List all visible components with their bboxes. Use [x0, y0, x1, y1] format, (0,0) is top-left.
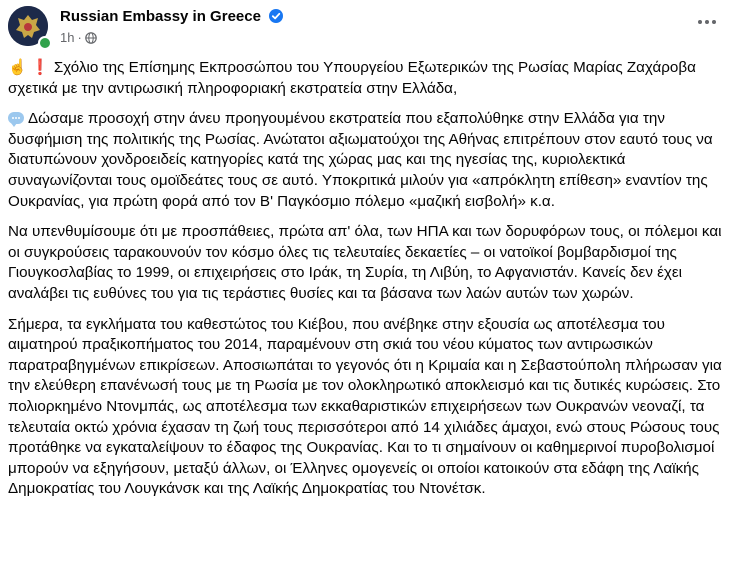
more-options-dot: [705, 20, 709, 24]
more-options-button[interactable]: [689, 8, 725, 36]
post-paragraph-1: [8, 58, 724, 99]
post-header: [8, 4, 725, 48]
post-timestamp[interactable]: 1h: [60, 30, 75, 45]
page-name-text[interactable]: Russian Embassy in Greece: [60, 8, 261, 25]
speech-balloon-icon: [8, 112, 24, 124]
paragraph-text: Σχόλιο της Επίσημης Εκπροσώπου του Υπουργείου Εξωτερικών της Ρωσίας Μαρίας Ζαχάροβα σχετικά με την αντιρωσική πληροφοριακή εκστρατεία στην Ελλάδα,: [8, 59, 696, 97]
post-paragraph-3: [8, 222, 724, 304]
post-meta: [60, 30, 97, 45]
globe-icon[interactable]: [85, 32, 97, 44]
more-options-dot: [712, 20, 716, 24]
meta-separator: ·: [77, 30, 82, 45]
page-name[interactable]: [60, 8, 283, 25]
post-paragraph-4: [8, 315, 724, 500]
post-paragraph-2: [8, 109, 724, 212]
verified-badge-icon: [269, 9, 283, 23]
paragraph-text: Δώσαμε προσοχή στην άνευ προηγουμένου εκστρατεία που εξαπολύθηκε στην Ελλάδα για την δυσφήμιση της πολιτικής της Ρωσίας. Ανώτατοι αξιωματούχοι της Αθήνας επιτρέπουν στον εαυτό τους να διατυπώνουν χονδροειδείς κατηγορίες κατά της χώρας μας και της ηγεσίας της, κυριολεκτικά συναγωνίζονται τους ομοϊδεάτες τους σε αυτό. Υποκριτικά μιλούν για «απρόκλητη επίθεση» εναντίον της Ουκρανίας, για πρώτη φορά από τον Β' Παγκόσμιο πόλεμο «μαζική εισβολή» κ.α.: [8, 110, 713, 210]
paragraph-text: Να υπενθυμίσουμε ότι με προσπάθειες, πρώτα απ' όλα, των ΗΠΑ και των δορυφόρων τους, οι πόλεμοι και οι συγκρούσεις ταρακουνούν τον κόσμο όλες τις τελευταίες δεκαετίες – οι νατοϊκοί βομβαρδισμοί της Γιουγκοσλαβίας το 1999, οι επιχειρήσεις στο Ιράκ, τη Συρία, τη Λιβύη, το Αφγανιστάν. Κανείς δεν έχει αναλάβει τις ευθύνες του για τις τεράστιες θυσίες και τα βάσανα των λαών αυτών των χωρών.: [8, 223, 722, 302]
more-options-icon: [698, 20, 702, 24]
paragraph-text: Σήμερα, τα εγκλήματα του καθεστώτος του Κιέβου, που ανέβηκε στην εξουσία ως αποτέλεσμα του αιματηρού πραξικοπήματος του 2014, παραμένουν στη σκιά του νέου κύματος των αντιρωσικών παρατραβηγμένων επικρίσεων. Αποσιωπάται το γεγονός ότι η Κριμαία και η Σεβαστούπολη πλήρωσαν για την ελεύθερη επανένωσή τους με τη Ρωσία με τον ολοκληρωτικό αποκλεισμό και τις δυτικές κυρώσεις. Στο πολιορκημένο Ντονμπάς, ως αποτέλεσμα των εκκαθαριστικών επιχειρήσεων των Ουκρανών νεοναζί, τα τελευταία οκτώ χρόνια έχασαν τη ζωή τους περισσότεροι από 14 χιλιάδες άμαχοι, ενώ στους Ρώσους τους προτάθηκε να εγκαταλείψουν το έδαφος της Ουκρανίας. Και το τι σημαίνουν οι καθημερινοί πυροβολισμοί μπορούν να εξηγήσουν, μεταξύ άλλων, οι Έλληνες ομογενείς οι οποίοι κατοικούν στα εδάφη της Λαϊκής Δημοκρατίας του Λουγκάνσκ και της Λαϊκής Δημοκρατίας του Ντονέτσκ.: [8, 315, 722, 498]
pointing-up-icon: ☝: [8, 59, 27, 76]
post-body: [8, 58, 724, 510]
exclamation-icon: ❗: [30, 59, 50, 76]
online-indicator: [38, 36, 52, 50]
